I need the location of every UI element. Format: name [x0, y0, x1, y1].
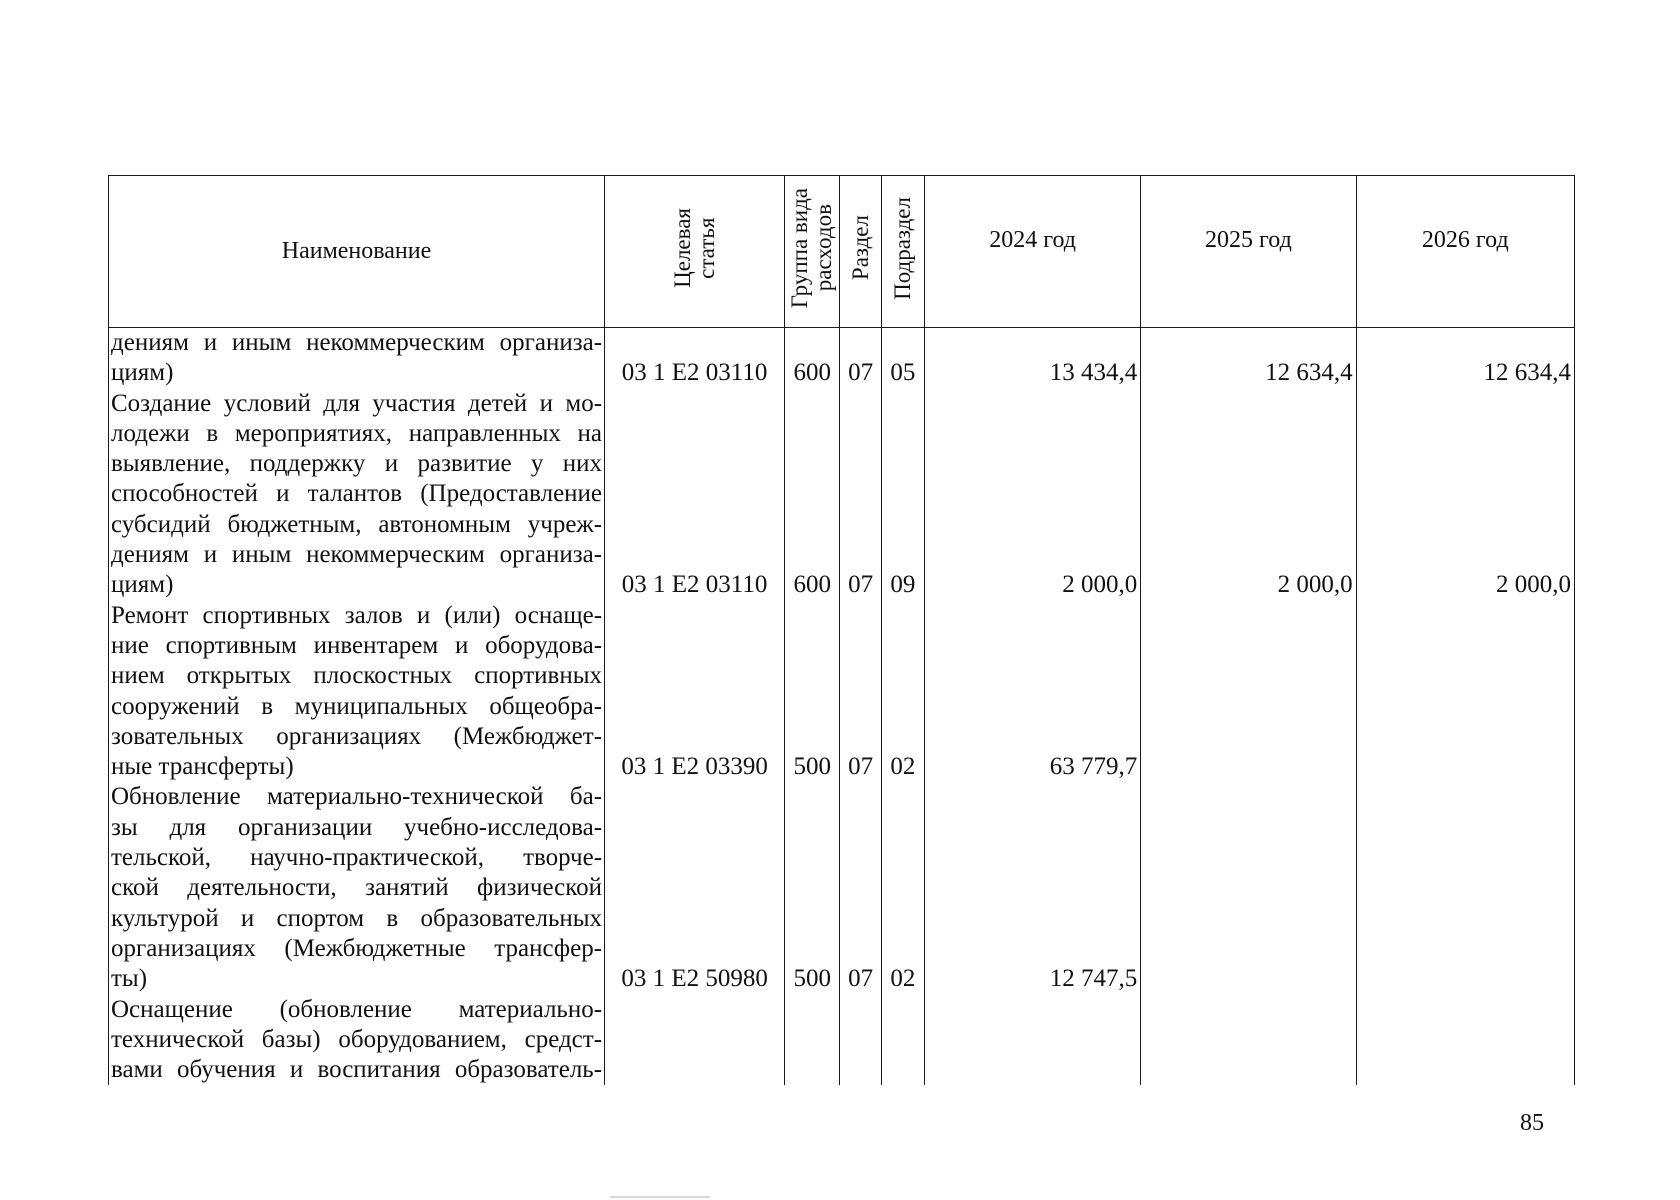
subsection-value: 09: [890, 571, 916, 599]
table-body-row: [109, 328, 1575, 1086]
amount-2026-value: 12 634,4: [1483, 359, 1571, 387]
subsection-column: [881, 328, 924, 1086]
amount-2025-value: 12 634,4: [1265, 359, 1353, 387]
name-text-line: зовательных организациях (Межбюджет-: [111, 722, 603, 750]
name-text-line: Ремонт спортивных залов и (или) оснаще-: [111, 601, 603, 629]
target-article-value: 03 1 E2 50980: [621, 965, 768, 993]
amount-2025-value: 2 000,0: [1277, 571, 1353, 599]
section-value: 07: [848, 753, 874, 781]
budget-table: [108, 175, 1575, 1085]
name-text-line: тельской, научно-практической, творче-: [111, 844, 603, 872]
name-text-line: зы для организации учебно-исследова-: [111, 813, 603, 841]
name-text-line: сооружений в муниципальных общеобра-: [111, 692, 603, 720]
amount-2026-value: 2 000,0: [1496, 571, 1571, 599]
name-text-line: Создание условий для участия детей и мо-: [111, 389, 603, 417]
name-text-line: способностей и талантов (Предоставление: [111, 480, 603, 508]
amount-2024-value: 63 779,7: [1049, 753, 1138, 781]
name-text-line: культурой и спортом в образовательных: [111, 904, 603, 932]
name-text-line: выявление, поддержку и развитие у них: [111, 450, 603, 478]
target-article-value: 03 1 E2 03110: [621, 571, 768, 599]
header-section: Раздел: [840, 176, 881, 328]
group-column: [785, 328, 840, 1086]
section-value: 07: [848, 359, 874, 387]
name-text-line: вами обучения и воспитания образователь-: [111, 1056, 603, 1084]
amount-2024-value: 2 000,0: [1062, 571, 1138, 599]
target-column: [605, 328, 785, 1086]
name-text-line: лодежи в мероприятиях, направленных на: [111, 419, 603, 447]
expense-group-value: 600: [793, 359, 832, 387]
y2024-column: [924, 328, 1140, 1086]
y2026-column: [1356, 328, 1574, 1086]
amount-2024-value: 13 434,4: [1049, 359, 1138, 387]
subsection-value: 02: [890, 753, 916, 781]
name-text-line: ние спортивным инвентарем и оборудова-: [111, 631, 603, 659]
header-2024: 2024 год: [924, 176, 1140, 328]
header-subsection: Подраздел: [881, 176, 924, 328]
target-article-value: 03 1 E2 03390: [621, 753, 768, 781]
section-value: 07: [848, 571, 874, 599]
name-text-line: ты): [111, 965, 148, 993]
section-column: [840, 328, 881, 1086]
page-number: 85: [1520, 1110, 1544, 1136]
name-text-line: ской деятельности, занятий физической: [111, 874, 603, 902]
name-text-line: Оснащение (обновление материально-: [111, 995, 603, 1023]
name-column: [109, 328, 605, 1086]
subsection-value: 02: [890, 965, 916, 993]
name-text-line: циям): [111, 571, 174, 599]
table-header-row: [109, 176, 1575, 328]
name-text-line: ные трансферты): [111, 753, 294, 781]
header-name: Наименование: [109, 176, 605, 328]
section-value: 07: [848, 965, 874, 993]
expense-group-value: 500: [793, 753, 832, 781]
name-text-line: субсидий бюджетным, автономным учреж-: [111, 510, 603, 538]
target-article-value: 03 1 E2 03110: [621, 359, 768, 387]
name-text-line: нием открытых плоскостных спортивных: [111, 662, 603, 690]
expense-group-value: 500: [793, 965, 832, 993]
name-text-line: дениям и иным некоммерческим организа-: [111, 329, 603, 356]
subsection-value: 05: [890, 359, 916, 387]
name-text-line: дениям и иным некоммерческим организа-: [111, 541, 603, 569]
expense-group-value: 600: [793, 571, 832, 599]
header-2026: 2026 год: [1356, 176, 1574, 328]
name-text-line: Обновление материально-технической ба-: [111, 783, 603, 811]
name-text-line: циям): [111, 359, 174, 387]
header-target-article: Целевая статья: [605, 176, 785, 328]
header-expense-group: Группа вида расходов: [785, 176, 840, 328]
y2025-column: [1141, 328, 1356, 1086]
scan-artifact: [610, 1196, 710, 1198]
amount-2024-value: 12 747,5: [1049, 965, 1138, 993]
name-text-line: технической базы) оборудованием, средст-: [111, 1025, 603, 1053]
name-text-line: организациях (Межбюджетные трансфер-: [111, 934, 603, 962]
header-2025: 2025 год: [1141, 176, 1356, 328]
